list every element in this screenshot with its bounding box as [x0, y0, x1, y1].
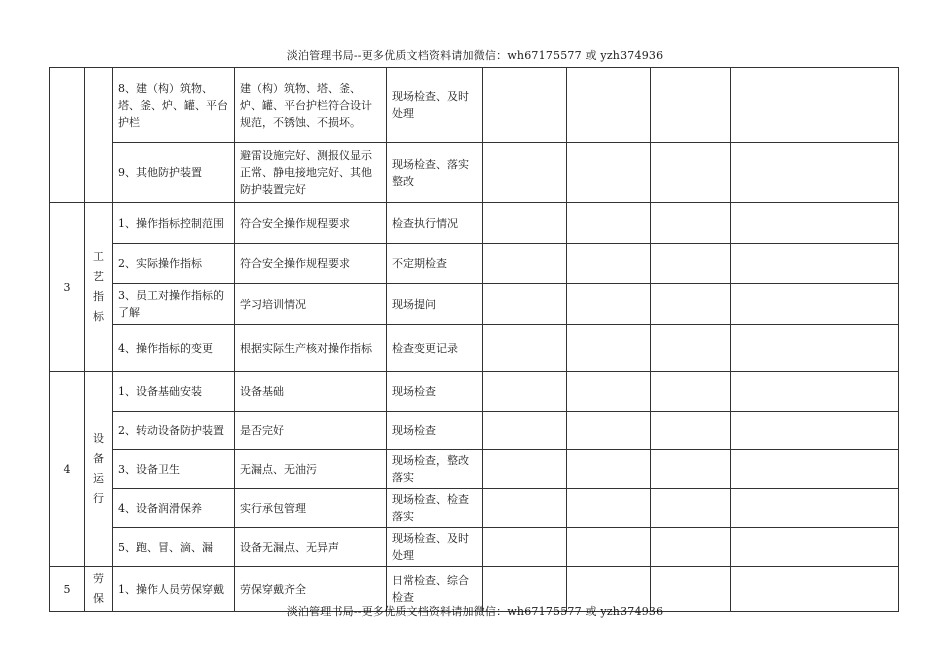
blank-cell [483, 489, 567, 528]
table-row [50, 325, 899, 372]
blank-cell [731, 412, 899, 450]
blank-cell [567, 489, 651, 528]
method-cell: 现场检查、落实整改 [387, 143, 483, 203]
method-cell: 检查执行情况 [387, 203, 483, 244]
blank-cell [567, 244, 651, 284]
blank-cell [651, 203, 731, 244]
blank-cell [567, 372, 651, 412]
blank-cell [483, 372, 567, 412]
blank-cell [651, 528, 731, 567]
blank-cell [651, 325, 731, 372]
blank-cell [567, 325, 651, 372]
page-header: 淡泊管理书局--更多优质文档资料请加微信：wh67175577 或 yzh374936 [286, 49, 664, 62]
table-row [50, 143, 899, 203]
seq-cell: 5 [50, 567, 85, 612]
blank-cell [731, 284, 899, 325]
standard-cell: 符合安全操作规程要求 [235, 244, 387, 284]
blank-cell [731, 244, 899, 284]
standard-cell: 设备基础 [235, 372, 387, 412]
item-cell: 5、跑、冒、滴、漏 [113, 528, 235, 567]
standard-cell: 学习培训情况 [235, 284, 387, 325]
blank-cell [483, 284, 567, 325]
item-cell: 1、设备基础安装 [113, 372, 235, 412]
blank-cell [651, 372, 731, 412]
method-cell: 现场提问 [387, 284, 483, 325]
blank-cell [567, 68, 651, 143]
table-row [50, 450, 899, 489]
blank-cell [731, 372, 899, 412]
item-cell: 2、转动设备防护装置 [113, 412, 235, 450]
item-cell: 1、操作人员劳保穿戴 [113, 567, 235, 612]
inspection-table [49, 67, 899, 612]
blank-cell [567, 412, 651, 450]
method-cell: 现场检查、及时处理 [387, 68, 483, 143]
blank-cell [731, 489, 899, 528]
standard-cell: 符合安全操作规程要求 [235, 203, 387, 244]
blank-cell [651, 412, 731, 450]
method-cell: 检查变更记录 [387, 325, 483, 372]
page-footer: 淡泊管理书局--更多优质文档资料请加微信：wh67175577 或 yzh374936 [286, 605, 664, 618]
blank-cell [567, 143, 651, 203]
blank-cell [651, 143, 731, 203]
item-cell: 1、操作指标控制范围 [113, 203, 235, 244]
blank-cell [567, 450, 651, 489]
blank-cell [651, 489, 731, 528]
table-row [50, 412, 899, 450]
blank-cell [731, 325, 899, 372]
standard-cell: 避雷设施完好、测报仪显示正常、静电接地完好、其他防护装置完好 [235, 143, 387, 203]
item-cell: 2、实际操作指标 [113, 244, 235, 284]
table-row [50, 203, 899, 244]
item-cell: 3、设备卫生 [113, 450, 235, 489]
blank-cell [651, 68, 731, 143]
category-cell: 设备运行 [85, 372, 113, 567]
item-cell: 4、设备润滑保养 [113, 489, 235, 528]
blank-cell [731, 528, 899, 567]
method-cell: 不定期检查 [387, 244, 483, 284]
blank-cell [483, 412, 567, 450]
table-row [50, 284, 899, 325]
method-cell: 现场检查，整改落实 [387, 450, 483, 489]
table-row [50, 372, 899, 412]
blank-cell [483, 528, 567, 567]
blank-cell [651, 284, 731, 325]
seq-cell: 4 [50, 372, 85, 567]
blank-cell [483, 325, 567, 372]
standard-cell: 建（构）筑物、塔、釜、炉、罐、平台护栏符合设计规范，不锈蚀、不损坏。 [235, 68, 387, 143]
category-cell: 劳保 [85, 567, 113, 612]
standard-cell: 实行承包管理 [235, 489, 387, 528]
method-cell: 日常检查、综合检查 [387, 567, 483, 612]
table-row [50, 528, 899, 567]
blank-cell [483, 244, 567, 284]
table-row [50, 244, 899, 284]
blank-cell [567, 528, 651, 567]
blank-cell [731, 68, 899, 143]
standard-cell: 是否完好 [235, 412, 387, 450]
blank-cell [567, 284, 651, 325]
blank-cell [651, 244, 731, 284]
blank-cell [483, 68, 567, 143]
blank-cell [731, 143, 899, 203]
blank-cell [651, 450, 731, 489]
table-row [50, 489, 899, 528]
category-cell: 工艺指标 [85, 203, 113, 372]
category-cell [85, 68, 113, 203]
blank-cell [483, 143, 567, 203]
item-cell: 9、其他防护装置 [113, 143, 235, 203]
seq-cell: 3 [50, 203, 85, 372]
item-cell: 4、操作指标的变更 [113, 325, 235, 372]
standard-cell: 根据实际生产核对操作指标 [235, 325, 387, 372]
standard-cell: 设备无漏点、无异声 [235, 528, 387, 567]
blank-cell [567, 203, 651, 244]
seq-cell [50, 68, 85, 203]
blank-cell [483, 450, 567, 489]
method-cell: 现场检查、检查落实 [387, 489, 483, 528]
standard-cell: 劳保穿戴齐全 [235, 567, 387, 612]
method-cell: 现场检查 [387, 412, 483, 450]
method-cell: 现场检查 [387, 372, 483, 412]
item-cell: 8、建（构）筑物、塔、釜、炉、罐、平台护栏 [113, 68, 235, 143]
blank-cell [731, 450, 899, 489]
blank-cell [483, 203, 567, 244]
method-cell: 现场检查、及时处理 [387, 528, 483, 567]
item-cell: 3、员工对操作指标的了解 [113, 284, 235, 325]
table-row [50, 68, 899, 143]
blank-cell [731, 203, 899, 244]
standard-cell: 无漏点、无油污 [235, 450, 387, 489]
